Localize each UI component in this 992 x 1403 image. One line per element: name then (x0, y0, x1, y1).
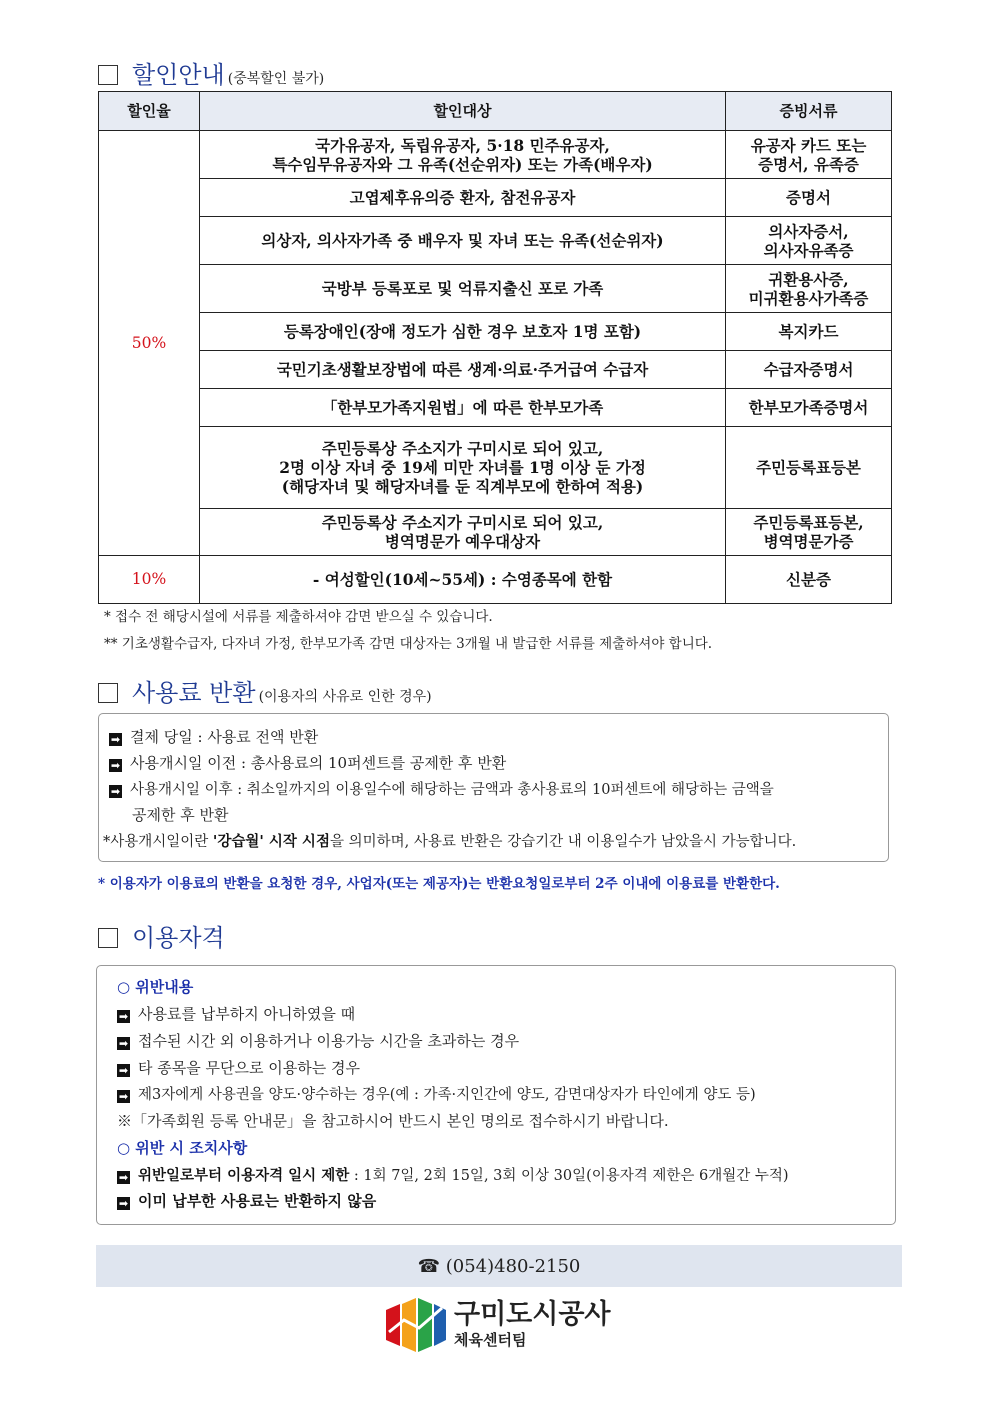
discount-target-line: 국민기초생활보장법에 따른 생계·의료·주거급여 수급자 (276, 360, 649, 379)
discount-note-2: ** 기초생활수급자, 다자녀 가정, 한부모가족 감면 대상자는 3개월 내 발급한 서류를 제출하셔야 합니다. (104, 636, 713, 652)
org-logo-icon (386, 1298, 446, 1352)
discount-target-line: 등록장애인(장애 정도가 심한 경우 보호자 1명 포함) (283, 322, 642, 341)
action-heading: ○ 위반 시 조치사항 (117, 1139, 248, 1157)
discount-subtitle: (중복할인 불가) (227, 71, 325, 87)
discount-row (99, 217, 892, 265)
discount-target (200, 313, 726, 351)
discount-target-line: (해당자녀 및 해당자녀를 둔 직계부모에 한하여 적용) (281, 477, 644, 496)
discount-doc (726, 427, 892, 509)
org-logo (386, 1298, 611, 1352)
discount-target: - 여성할인(10세~55세) : 수영종목에 한함 (200, 556, 726, 604)
discount-doc-line: 주민등록표등본 (756, 458, 861, 477)
org-name: 구미도시공사 (454, 1299, 611, 1330)
violation-item-1: ➡ 사용료를 납부하지 아니하였을 때 (118, 1005, 356, 1023)
rate-50: 50% (99, 131, 200, 556)
refund-title: 사용료 반환 (132, 679, 256, 707)
discount-target-line: 2명 이상 자녀 중 19세 미만 자녀를 1명 이상 둔 가정 (279, 458, 646, 477)
action-item-1: ➡ 위반일로부터 이용자격 일시 제한 : 1회 7일, 2회 15일, 3회 이상 30일(이용자격 제한은 6개월간 누적) (118, 1167, 789, 1184)
discount-doc: 신분증 (726, 556, 892, 604)
discount-section-title (98, 55, 324, 90)
qualification-title: 이용자격 (132, 924, 225, 952)
refund-item-3-cont: 공제한 후 반환 (132, 806, 229, 824)
discount-target (200, 509, 726, 556)
refund-subtitle: (이용자의 사유로 인한 경우) (258, 689, 432, 705)
discount-doc-line: 의사자증서, (768, 221, 849, 241)
discount-table (98, 91, 892, 604)
discount-doc-line: 유공자 카드 또는 (750, 135, 867, 155)
violation-heading: ○ 위반내용 (117, 978, 194, 996)
refund-item-2: ➡ 사용개시일 이전 : 총사용료의 10퍼센트를 공제한 후 반환 (110, 754, 507, 772)
violation-item-3: ➡ 타 종목을 무단으로 이용하는 경우 (118, 1059, 360, 1077)
discount-target (200, 179, 726, 217)
arrow-right-icon: ➡ (118, 1010, 129, 1023)
discount-doc-line: 주민등록표등본, (753, 513, 864, 532)
arrow-right-icon: ➡ (118, 1197, 129, 1210)
arrow-right-icon: ➡ (118, 1090, 129, 1103)
discount-doc (726, 389, 892, 427)
discount-target-line: 고엽제후유의증 환자, 참전유공자 (349, 188, 576, 207)
action-item-2: ➡ 이미 납부한 사용료는 반환하지 않음 (118, 1192, 377, 1210)
discount-target-line: 「한부모가족지원법」에 따른 한부모가족 (321, 398, 604, 417)
discount-doc (726, 351, 892, 389)
reference-note: ※「가족회원 등록 안내문」을 참고하시어 반드시 본인 명의로 접수하시기 바랍니다. (117, 1112, 669, 1130)
discount-target-line: 특수임무유공자와 그 유족(선순위자) 또는 가족(배우자) (272, 154, 653, 174)
discount-target-line: 병역명문가 예우대상자 (384, 532, 541, 551)
discount-doc-line: 증명서 (786, 188, 831, 207)
arrow-right-icon: ➡ (118, 1171, 129, 1184)
discount-doc-line: 복지카드 (778, 322, 839, 341)
qualification-section-title (98, 918, 225, 953)
refund-footnote: *사용개시일이란 '강습월' 시작 시점을 의미하며, 사용료 반환은 강습기간 내 이용일수가 남았을시 가능합니다. (103, 833, 797, 850)
discount-doc-line: 한부모가족증명서 (748, 398, 869, 417)
discount-doc (726, 509, 892, 556)
discount-row (99, 265, 892, 313)
discount-target (200, 217, 726, 265)
refund-blue-note: * 이용자가 이용료의 반환을 요청한 경우, 사업자(또는 제공자)는 반환요청일로부터 2주 이내에 이용료를 반환한다. (98, 876, 780, 892)
discount-target (200, 389, 726, 427)
checkbox-icon (98, 65, 118, 85)
discount-doc-line: 병역명문가증 (763, 532, 854, 551)
discount-target (200, 265, 726, 313)
header-doc: 증빙서류 (726, 92, 892, 131)
discount-doc (726, 131, 892, 179)
arrow-right-icon: ➡ (118, 1037, 129, 1050)
header-rate: 할인율 (99, 92, 200, 131)
checkbox-icon (98, 928, 118, 948)
discount-row (99, 179, 892, 217)
phone-bar (96, 1245, 902, 1287)
discount-doc (726, 217, 892, 265)
discount-doc (726, 179, 892, 217)
header-target: 할인대상 (200, 92, 726, 131)
arrow-right-icon: ➡ (110, 759, 121, 772)
discount-doc-line: 수급자증명서 (763, 360, 854, 379)
discount-row (99, 509, 892, 556)
checkbox-icon (98, 683, 118, 703)
refund-box (98, 713, 889, 862)
discount-target-line: 의상자, 의사자가족 중 배우자 및 자녀 또는 유족(선순위자) (261, 231, 664, 250)
discount-doc-line: 의사자유족증 (763, 240, 854, 260)
rate-10: 10% (99, 556, 200, 604)
discount-target-line: 국가유공자, 독립유공자, 5·18 민주유공자, (315, 135, 610, 155)
refund-section-title (98, 673, 432, 708)
arrow-right-icon: ➡ (118, 1064, 129, 1077)
refund-item-3: ➡ 사용개시일 이후 : 취소일까지의 이용일수에 해당하는 금액과 총사용료의 10퍼센트에 해당하는 금액을 (110, 782, 774, 798)
violation-item-2: ➡ 접수된 시간 외 이용하거나 이용가능 시간을 초과하는 경우 (118, 1032, 520, 1050)
discount-target (200, 131, 726, 179)
discount-target-line: 국방부 등록포로 및 억류지출신 포로 가족 (321, 279, 604, 298)
discount-doc-line: 귀환용사증, (768, 269, 849, 289)
discount-doc-line: 증명서, 유족증 (758, 154, 859, 174)
discount-row-10 (99, 556, 892, 604)
discount-target-line: 주민등록상 주소지가 구미시로 되어 있고, (321, 513, 604, 532)
arrow-right-icon: ➡ (110, 785, 121, 798)
discount-target-line: 주민등록상 주소지가 구미시로 되어 있고, (321, 439, 604, 458)
discount-row (99, 389, 892, 427)
discount-row (99, 351, 892, 389)
violation-item-4: ➡ 제3자에게 사용권을 양도·양수하는 경우(예 : 가족·지인간에 양도, 감면대상자가 타인에게 양도 등) (118, 1087, 756, 1103)
discount-doc (726, 313, 892, 351)
discount-target (200, 427, 726, 509)
discount-note-1: * 접수 전 해당시설에 서류를 제출하셔야 감면 받으실 수 있습니다. (104, 609, 493, 625)
discount-row (99, 427, 892, 509)
discount-title: 할인안내 (132, 61, 225, 89)
org-team: 체육센터팀 (454, 1331, 527, 1349)
discount-doc (726, 265, 892, 313)
arrow-right-icon: ➡ (110, 733, 121, 746)
discount-target (200, 351, 726, 389)
discount-doc-line: 미귀환용사가족증 (748, 288, 869, 308)
refund-item-1: ➡ 결제 당일 : 사용료 전액 반환 (110, 728, 319, 746)
phone-number: ☎ (054)480-2150 (417, 1255, 581, 1277)
discount-row (99, 313, 892, 351)
discount-row (99, 131, 892, 179)
qualification-box (96, 965, 896, 1225)
